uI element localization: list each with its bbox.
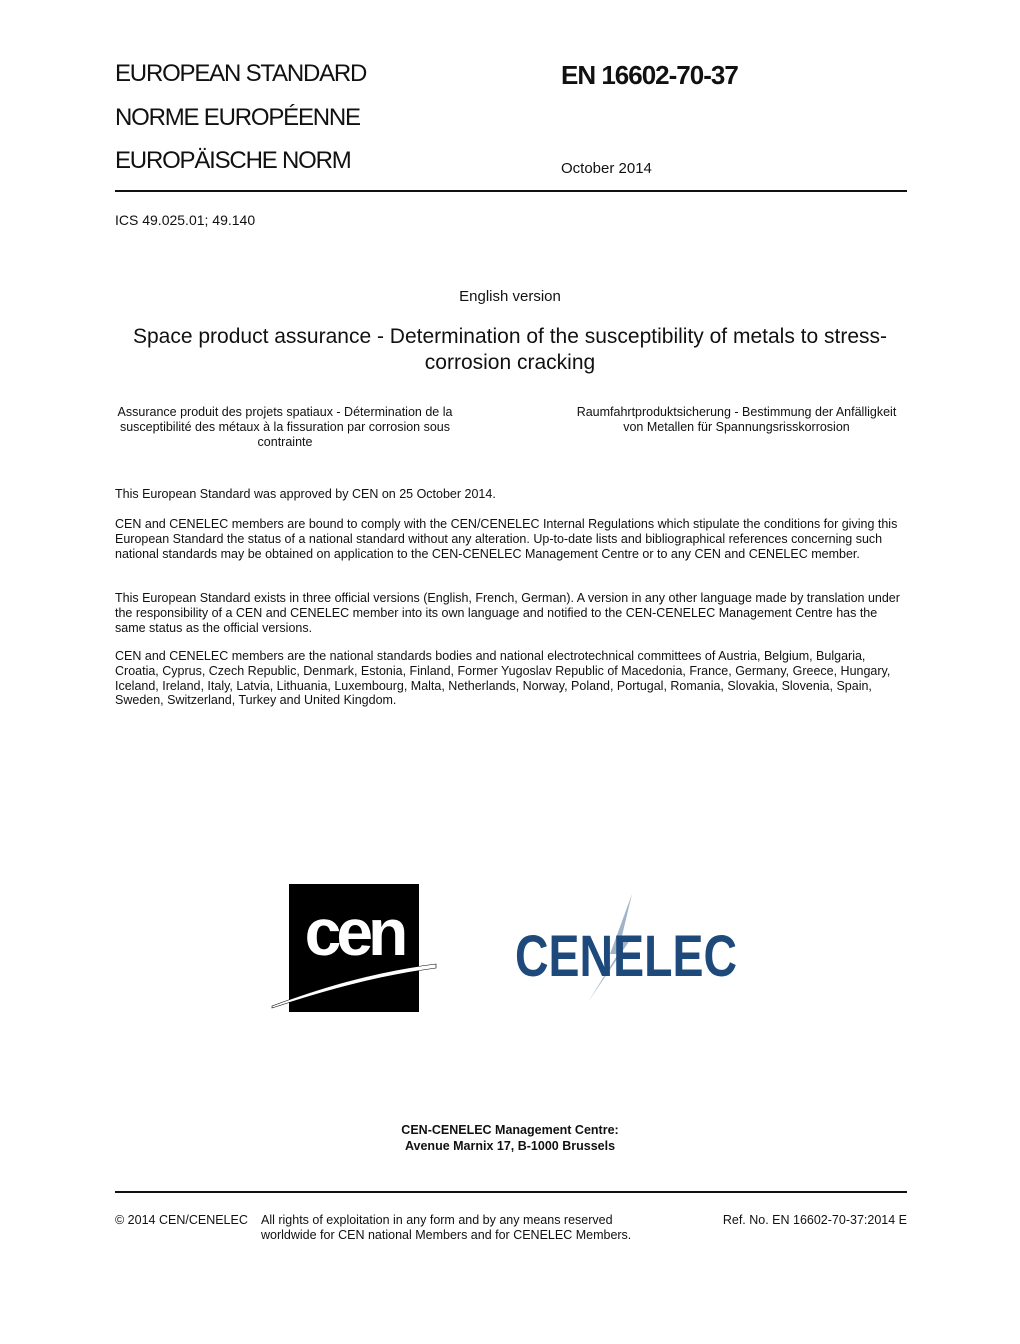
document-title: Space product assurance - Determination of the susceptibility of metals to stress-corrosion cracking — [132, 325, 887, 374]
reference-number: Ref. No. EN 16602-70-37:2014 E — [722, 1213, 907, 1227]
document-title-french: Assurance produit des projets spatiaux - Détermination de la susceptibilité des métaux à la fissuration par corrosion sous contrainte — [117, 405, 453, 449]
standard-title-french: NORME EUROPÉENNE — [115, 104, 360, 131]
management-centre-address — [115, 1122, 905, 1154]
cenelec-logo — [512, 892, 740, 1004]
cen-logo — [270, 882, 440, 1014]
standard-title-english: EUROPEAN STANDARD — [115, 60, 367, 87]
management-centre-name: CEN-CENELEC Management Centre: — [401, 1123, 619, 1137]
members-paragraph: CEN and CENELEC members are the national standards bodies and national electrotechnical committees of Austria, Belgium, Bulgaria, Croatia, Cyprus, Czech Republic, Denmark, Estonia, Finland, Former Yugoslav Republic of Macedonia, France, Germany, Greece, Hungary, Iceland, Ireland, Italy, Latvia, Lithuania, Luxembourg, Malta, Netherlands, Norway, Poland, Portugal, Romania, Slovakia, Slovenia, Spain, Sweden, Switzerland, Turkey and United Kingdom. — [115, 649, 891, 708]
standard-number: EN 16602-70-37 — [561, 60, 738, 90]
document-title-german: Raumfahrtproduktsicherung - Bestimmung der Anfälligkeit von Metallen für Spannungsrisskorrosion — [576, 405, 897, 434]
copyright-notice: © 2014 CEN/CENELEC — [115, 1213, 248, 1227]
rights-notice: All rights of exploitation in any form and by any means reserved worldwide for CEN national Members and for CENELEC Members. — [261, 1213, 632, 1242]
footer-divider — [115, 1191, 907, 1193]
versions-paragraph: This European Standard exists in three official versions (English, French, German). A version in any other language made by translation under the responsibility of a CEN and CENELEC member into its own language and notified to the CEN-CENELEC Management Centre has the same status as the official versions. — [115, 591, 900, 635]
standard-title-german: EUROPÄISCHE NORM — [115, 147, 351, 174]
management-centre-street: Avenue Marnix 17, B-1000 Brussels — [404, 1139, 616, 1153]
compliance-paragraph: CEN and CENELEC members are bound to comply with the CEN/CENELEC Internal Regulations which stipulate the conditions for giving this European Standard the status of a national standard without any alteration. Up-to-date lists and bibliographical references concerning such national standards may be obtained on application to the CEN-CENELEC Management Centre or to any CEN and CENELEC member. — [115, 517, 898, 561]
language-version: English version — [459, 288, 561, 305]
ics-code: ICS 49.025.01; 49.140 — [115, 212, 256, 228]
publication-date: October 2014 — [561, 160, 652, 177]
cenelec-logo-text: CENELEC — [515, 924, 737, 989]
cen-logo-text: cen — [304, 895, 404, 969]
header-divider — [115, 190, 907, 192]
approval-paragraph: This European Standard was approved by CEN on 25 October 2014. — [115, 487, 496, 501]
